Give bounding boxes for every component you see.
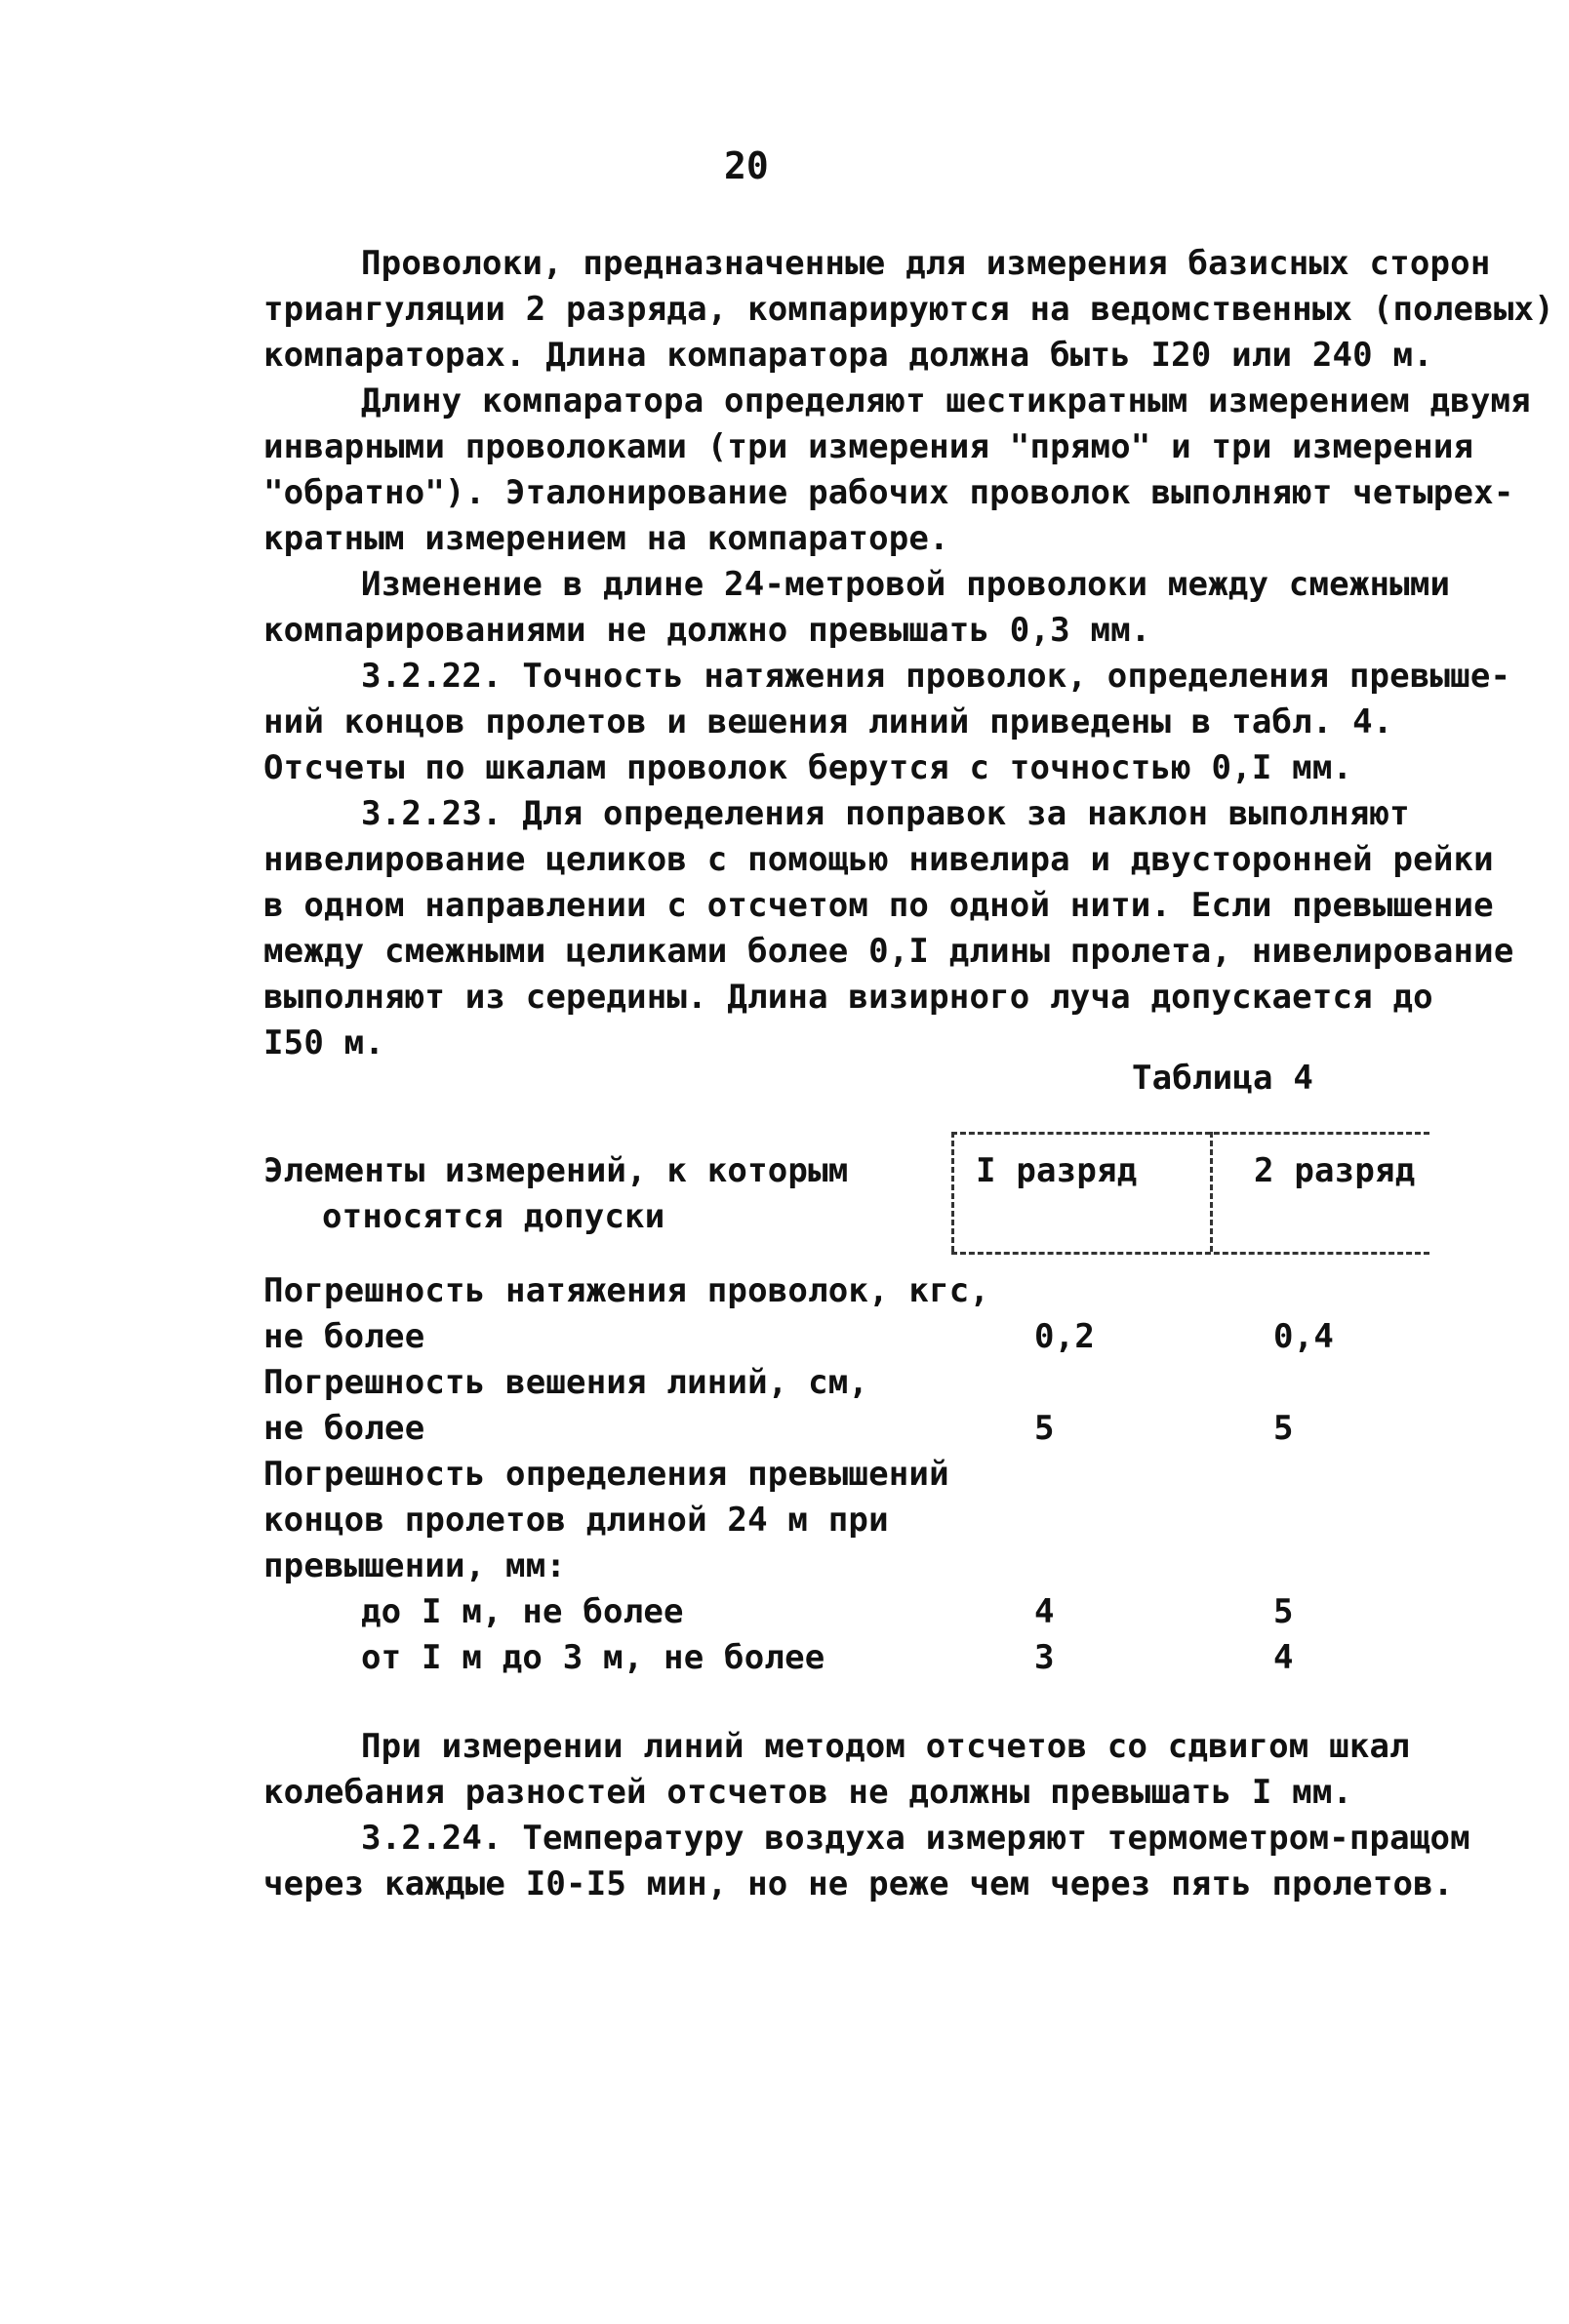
text-line: 3.2.22. Точность натяжения проволок, определения превыше- [361, 657, 1511, 696]
text-line: Отсчеты по шкалам проволок берутся с точностью 0,I мм. [263, 748, 1353, 787]
table-row-text: не более [263, 1317, 425, 1356]
text-line: При измерении линий методом отсчетов со сдвигом шкал [361, 1727, 1410, 1766]
table-row-text: Погрешность определения превышений [263, 1455, 949, 1494]
table-caption: Таблица 4 [1132, 1059, 1314, 1098]
table-row-text: от I м до 3 м, не более [361, 1638, 825, 1677]
table-cell-value: 4 [1034, 1592, 1055, 1631]
table-header-col3: 2 разряд [1254, 1151, 1416, 1190]
text-line: в одном направлении с отсчетом по одной нити. Если превышение [263, 886, 1494, 925]
table-cell-value: 4 [1273, 1638, 1294, 1677]
text-line: Длину компаратора определяют шестикратным измерением двумя [361, 381, 1531, 421]
table-cell-value: 0,4 [1273, 1317, 1335, 1356]
text-line: ний концов пролетов и вешения линий приведены в табл. 4. [263, 702, 1393, 741]
text-line: между смежными целиками более 0,I длины пролета, нивелирование [263, 932, 1514, 971]
table-header-col2: I разряд [976, 1151, 1138, 1190]
text-line: нивелирование целиков с помощью нивелира и двусторонней рейки [263, 840, 1494, 879]
table-row-text: концов пролетов длиной 24 м при [263, 1501, 889, 1540]
table-cell-value: 0,2 [1034, 1317, 1096, 1356]
text-line: Изменение в длине 24-метровой проволоки между смежными [361, 565, 1451, 604]
table-row-text: Погрешность вешения линий, см, [263, 1363, 869, 1402]
text-line: выполняют из середины. Длина визирного луча допускается до [263, 978, 1433, 1017]
page-number: 20 [724, 144, 769, 187]
table-header-divider [951, 1132, 954, 1252]
text-line: 3.2.24. Температуру воздуха измеряют термометром-пращом [361, 1819, 1470, 1858]
table-cell-value: 5 [1273, 1409, 1294, 1448]
table-header-top-border [951, 1132, 1429, 1135]
text-line: 3.2.23. Для определения поправок за наклон выполняют [361, 794, 1410, 833]
text-line: компараторах. Длина компаратора должна быть I20 или 240 м. [263, 336, 1433, 375]
text-line: триангуляции 2 разряда, компарируются на ведомственных (полевых) [263, 290, 1554, 329]
table-cell-value: 5 [1034, 1409, 1055, 1448]
table-cell-value: 5 [1273, 1592, 1294, 1631]
table-row-text: превышении, мм: [263, 1546, 567, 1585]
text-line: через каждые I0-I5 мин, но не реже чем через пять пролетов. [263, 1864, 1454, 1903]
text-line: компарированиями не должно превышать 0,3 мм. [263, 611, 1151, 650]
table-header-col1: Элементы измерений, к которым [263, 1151, 849, 1190]
table-cell-value: 3 [1034, 1638, 1055, 1677]
text-line: "обратно"). Эталонирование рабочих проволок выполняют четырех- [263, 473, 1514, 512]
table-row-text: Погрешность натяжения проволок, кгс, [263, 1271, 990, 1310]
table-row-text: не более [263, 1409, 425, 1448]
text-line: инварными проволоками (три измерения "прямо" и три измерения [263, 427, 1474, 466]
table-row-text: до I м, не более [361, 1592, 684, 1631]
table-header-bottom-border [951, 1252, 1429, 1255]
text-line: кратным измерением на компараторе. [263, 519, 949, 558]
text-line: I50 м. [263, 1023, 385, 1062]
text-line: колебания разностей отсчетов не должны превышать I мм. [263, 1773, 1353, 1812]
text-line: Проволоки, предназначенные для измерения базисных сторон [361, 244, 1491, 283]
table-header-divider [1210, 1132, 1213, 1252]
table-header-col1: относятся допуски [322, 1197, 665, 1236]
